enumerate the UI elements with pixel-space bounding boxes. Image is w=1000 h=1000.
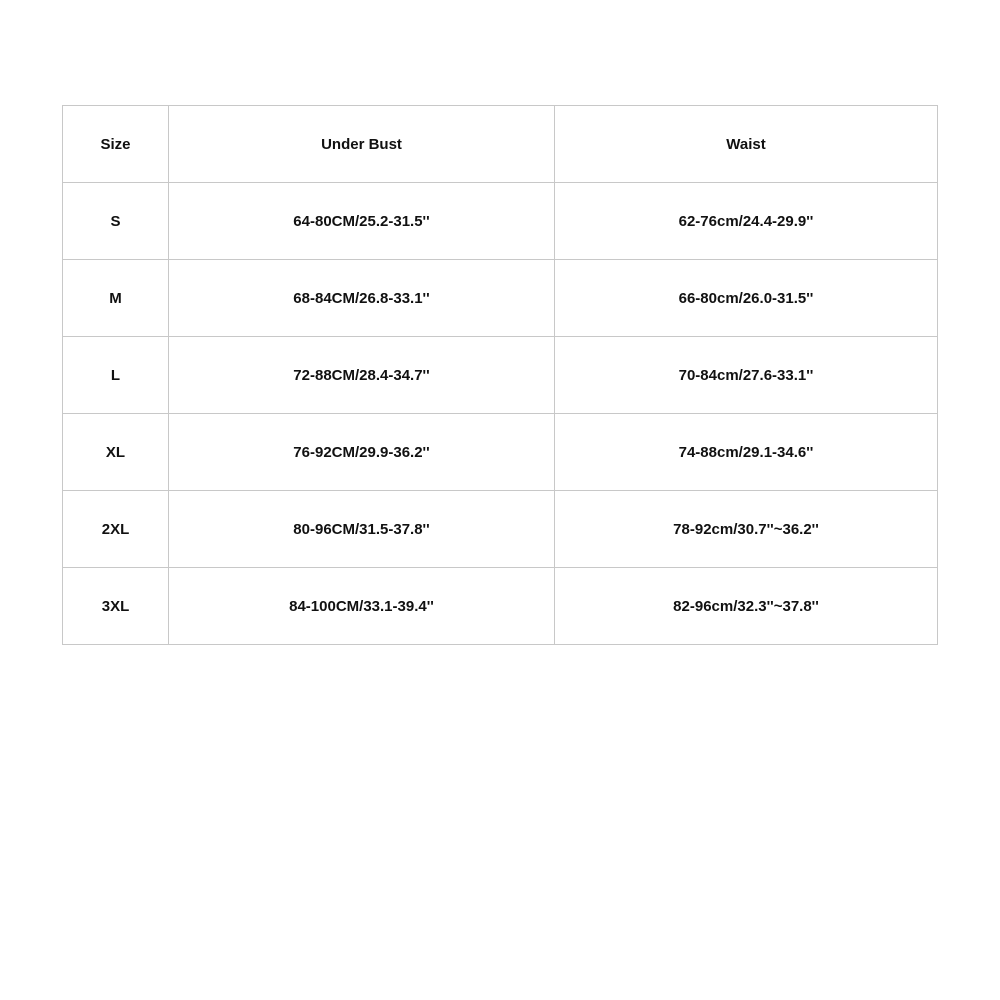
under-bust-cell: 76-92CM/29.9-36.2''	[169, 414, 555, 491]
waist-cell: 62-76cm/24.4-29.9''	[555, 183, 938, 260]
size-cell: M	[63, 260, 169, 337]
table-row	[63, 183, 938, 260]
header-size: Size	[63, 106, 169, 183]
table-body	[63, 183, 938, 645]
size-cell: 3XL	[63, 568, 169, 645]
under-bust-cell: 64-80CM/25.2-31.5''	[169, 183, 555, 260]
under-bust-cell: 80-96CM/31.5-37.8''	[169, 491, 555, 568]
table-row	[63, 337, 938, 414]
table-row	[63, 491, 938, 568]
waist-cell: 66-80cm/26.0-31.5''	[555, 260, 938, 337]
size-cell: 2XL	[63, 491, 169, 568]
under-bust-cell: 72-88CM/28.4-34.7''	[169, 337, 555, 414]
under-bust-cell: 84-100CM/33.1-39.4''	[169, 568, 555, 645]
header-row	[63, 106, 938, 183]
table-row	[63, 260, 938, 337]
waist-cell: 78-92cm/30.7''~36.2''	[555, 491, 938, 568]
size-cell: S	[63, 183, 169, 260]
table-row	[63, 568, 938, 645]
table-row	[63, 414, 938, 491]
waist-cell: 74-88cm/29.1-34.6''	[555, 414, 938, 491]
waist-cell: 82-96cm/32.3''~37.8''	[555, 568, 938, 645]
size-cell: L	[63, 337, 169, 414]
header-under-bust: Under Bust	[169, 106, 555, 183]
waist-cell: 70-84cm/27.6-33.1''	[555, 337, 938, 414]
header-waist: Waist	[555, 106, 938, 183]
under-bust-cell: 68-84CM/26.8-33.1''	[169, 260, 555, 337]
table-header	[63, 106, 938, 183]
size-chart-table	[62, 105, 938, 645]
size-cell: XL	[63, 414, 169, 491]
